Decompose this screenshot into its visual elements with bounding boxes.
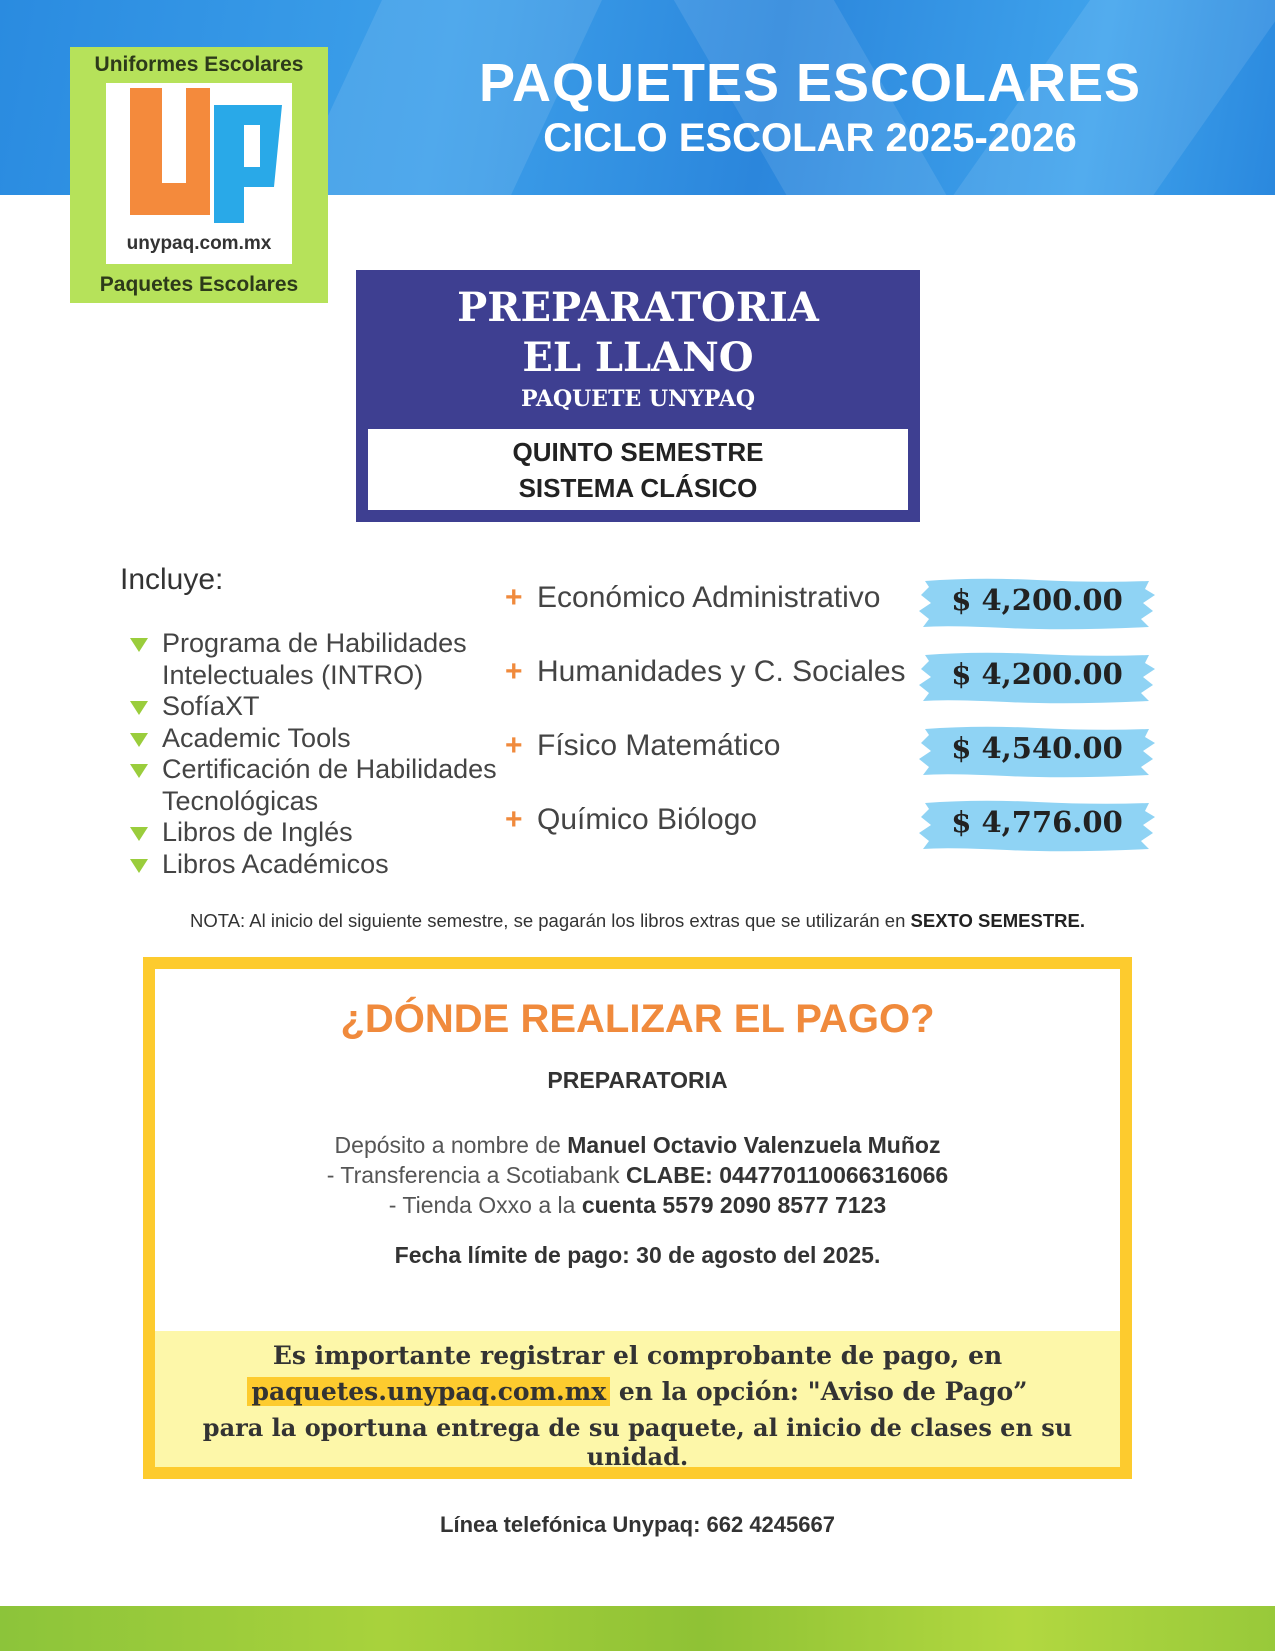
logo-mark-box — [106, 83, 292, 264]
price-value: $ 4,540.00 — [951, 731, 1123, 765]
list-item: Academic Tools — [128, 723, 498, 755]
note: NOTA: Al inicio del siguiente semestre, se pagarán los libros extras que se utilizarán en SEXTO SEMESTRE. — [190, 910, 1085, 931]
school-box — [356, 270, 920, 522]
transfer-line: - Transferencia a Scotiabank CLABE: 044770110066316066 — [326, 1162, 949, 1188]
price-row-quimico — [505, 797, 1160, 857]
area-name: Físico Matemático — [537, 729, 781, 762]
triangle-bullet-icon — [130, 859, 148, 873]
payment-subtitle: PREPARATORIA — [547, 1067, 728, 1093]
plus-icon: + — [505, 581, 523, 614]
triangle-bullet-icon — [130, 827, 148, 841]
register-line-3: para la oportuna entrega de su paquete, al inicio de clases en su unidad. — [202, 1413, 1073, 1471]
logo-bottom-text: Paquetes Escolares — [99, 273, 299, 296]
plus-icon: + — [505, 655, 523, 688]
list-item: Libros Académicos — [128, 849, 498, 881]
plus-icon: + — [505, 803, 523, 836]
system-label: SISTEMA CLÁSICO — [518, 473, 758, 503]
price-value: $ 4,776.00 — [951, 805, 1123, 839]
payment-box — [143, 957, 1132, 1479]
price-row-fisico — [505, 723, 1160, 783]
area-name: Químico Biólogo — [537, 803, 758, 836]
list-item: Libros de Inglés — [128, 817, 498, 849]
unypaq-logo — [70, 47, 328, 303]
payment-deadline: Fecha límite de pago: 30 de agosto del 2025. — [394, 1242, 881, 1268]
triangle-bullet-icon — [130, 764, 148, 778]
header-subtitle: CICLO ESCOLAR 2025-2026 — [543, 116, 1077, 160]
triangle-bullet-icon — [130, 638, 148, 652]
up-logo-mark — [106, 83, 292, 233]
list-item: Certificación de Habilidades Tecnológicas — [128, 754, 498, 817]
includes-list — [128, 628, 498, 880]
register-notice — [155, 1331, 1120, 1471]
logo-top-text: Uniformes Escolares — [94, 53, 304, 76]
price-row-humanidades — [505, 649, 1160, 709]
includes-title: Incluye: — [120, 563, 224, 596]
oxxo-line: - Tienda Oxxo a la cuenta 5579 2090 8577 7123 — [388, 1192, 887, 1218]
list-item: Programa de Habilidades Intelectuales (INTRO) — [128, 628, 498, 691]
plus-icon: + — [505, 729, 523, 762]
price-row-economico — [505, 575, 1160, 635]
register-line-1: Es importante registrar el comprobante de pago, en — [272, 1341, 1003, 1370]
price-value: $ 4,200.00 — [951, 657, 1123, 691]
school-name: EL LLANO — [522, 334, 754, 381]
logo-url: unypaq.com.mx — [126, 233, 272, 254]
phone-line: Línea telefónica Unypaq: 662 4245667 — [440, 1512, 835, 1537]
register-url-link[interactable]: paquetes.unypaq.com.mx — [247, 1377, 610, 1406]
payment-title: ¿DÓNDE REALIZAR EL PAGO? — [340, 997, 935, 1041]
area-name: Humanidades y C. Sociales — [537, 655, 906, 688]
semester-label: QUINTO SEMESTRE — [512, 437, 764, 467]
triangle-bullet-icon — [130, 701, 148, 715]
school-type: PREPARATORIA — [457, 284, 819, 331]
header-title: PAQUETES ESCOLARES — [478, 53, 1142, 113]
register-line-2: paquetes.unypaq.com.mx en la opción: "Aviso de Pago” — [155, 1377, 1120, 1406]
semester-box — [368, 429, 908, 510]
deposit-line: Depósito a nombre de Manuel Octavio Valenzuela Muñoz — [334, 1132, 941, 1158]
footer-band — [0, 1606, 1275, 1651]
price-value: $ 4,200.00 — [951, 583, 1123, 617]
area-name: Económico Administrativo — [537, 581, 881, 614]
package-name: PAQUETE UNYPAQ — [520, 386, 756, 412]
list-item: SofíaXT — [128, 691, 498, 723]
triangle-bullet-icon — [130, 733, 148, 747]
